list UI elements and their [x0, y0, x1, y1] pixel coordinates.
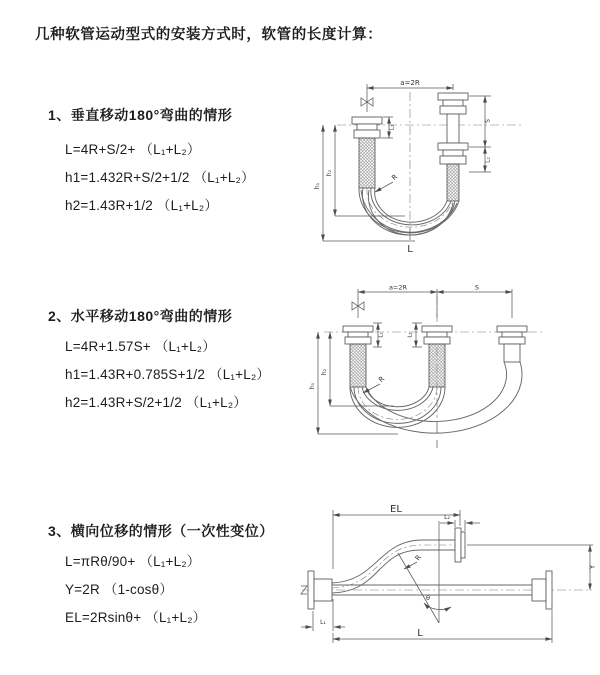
dim-label-s: S — [484, 119, 492, 123]
dim-label-h2: h₂ — [321, 368, 328, 376]
diagram-lateral-displacement — [300, 503, 598, 648]
formula-s1-h1: h1=1.432R+S/2+1/2 （L₁+L₂） — [65, 170, 255, 185]
dim-label-l1: L₁ — [378, 332, 385, 338]
dimension-y — [467, 545, 593, 590]
hose-u-bend — [359, 188, 459, 240]
radius-label: R — [390, 172, 400, 183]
formula-s3-EL: EL=2Rsinθ+ （L₁+L₂） — [65, 610, 207, 625]
radius-leader — [375, 182, 393, 192]
middle-fitting — [422, 326, 452, 387]
dim-label-l2: L₂ — [484, 157, 492, 163]
section-2 — [48, 306, 348, 436]
dim-label-l2: L₂ — [444, 514, 450, 521]
dim-label-el: EL — [390, 504, 402, 515]
dim-label-a2r: a=2R — [400, 79, 420, 87]
formula-s1-h2: h2=1.43R+1/2 （L₁+L₂） — [65, 198, 219, 213]
left-fitting — [308, 571, 332, 609]
angle-construction — [398, 521, 451, 623]
dimension-l — [333, 610, 552, 643]
formula-s3-L: L=πRθ/90+ （L₁+L₂） — [65, 554, 201, 569]
diagram-horizontal-180-bend — [310, 282, 575, 454]
right-fitting — [532, 571, 552, 609]
left-fitting — [343, 326, 373, 387]
formula-s2-h1: h1=1.43R+0.785S+1/2 （L₁+L₂） — [65, 367, 271, 382]
radius-label: R — [377, 374, 387, 385]
displaced-end-flange — [455, 528, 465, 562]
dimension-l2 — [412, 323, 422, 347]
length-label: L — [407, 244, 413, 255]
theta-label: θ — [426, 594, 430, 602]
dim-label-l1: L₁ — [320, 619, 326, 626]
right-fitting — [497, 326, 527, 362]
formula-s2-L: L=4R+1.57S+ （L₁+L₂） — [65, 339, 216, 354]
dim-label-y: Y — [588, 564, 597, 570]
radius-leader — [404, 562, 417, 569]
length-label: L — [417, 628, 423, 639]
diagram-vertical-180-bend — [313, 76, 565, 256]
dimension-el — [333, 510, 460, 569]
right-fitting — [438, 93, 468, 201]
section-1-heading: 1、垂直移动180°弯曲的情形 — [48, 107, 233, 123]
dim-label-h2: h₂ — [326, 169, 333, 177]
section-1 — [48, 105, 348, 235]
formula-s1-L: L=4R+S/2+ （L₁+L₂） — [65, 142, 201, 157]
dim-label-s: S — [474, 283, 480, 292]
dim-label-a2r: a=2R — [388, 283, 408, 292]
page-title: 几种软管运动型式的安装方式时，软管的长度计算： — [35, 27, 383, 43]
formula-s2-h2: h2=1.43R+S/2+1/2 （L₁+L₂） — [65, 395, 247, 410]
radius-label: R — [413, 553, 424, 563]
left-fitting — [352, 117, 382, 188]
section-3-heading: 3、横向位移的情形（一次性变位） — [48, 523, 274, 539]
dim-label-l2: L₂ — [407, 332, 414, 338]
dim-label-l1: L₁ — [388, 124, 396, 131]
dim-label-h1: h₁ — [314, 182, 321, 190]
section-2-heading: 2、水平移动180°弯曲的情形 — [48, 308, 233, 324]
formula-s3-Y: Y=2R （1-cosθ） — [65, 582, 174, 597]
dimension-a2r — [358, 289, 512, 318]
dim-label-h1: h₁ — [309, 382, 316, 390]
